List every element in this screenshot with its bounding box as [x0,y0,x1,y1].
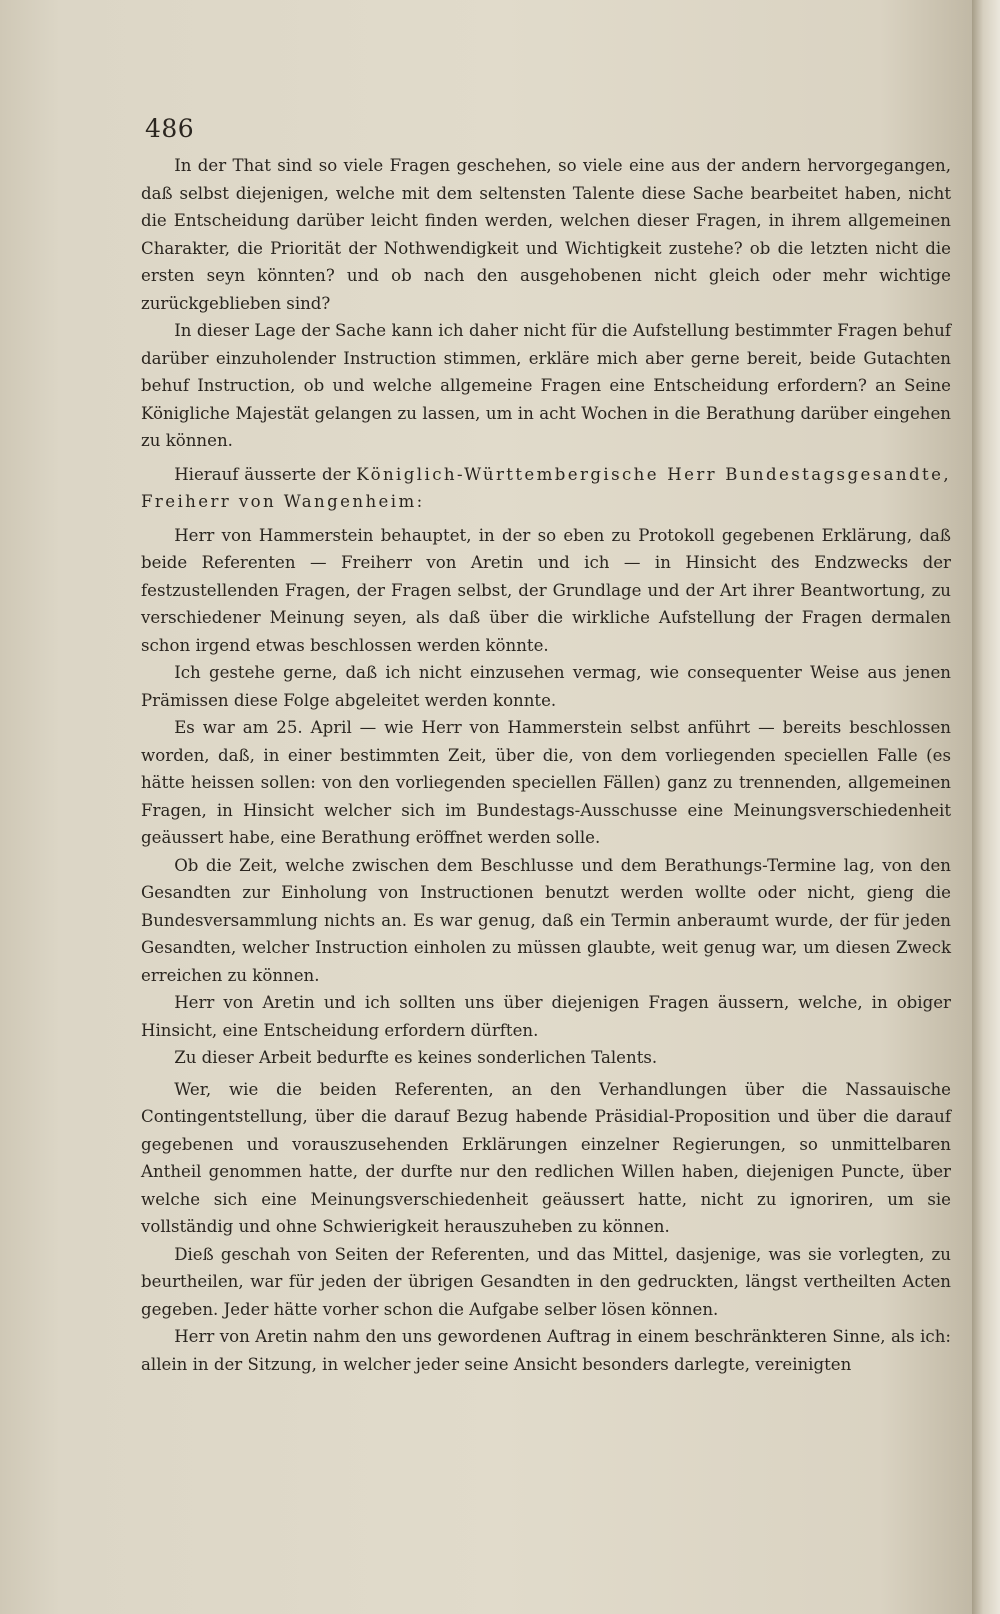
paragraph-1: In der That sind so viele Fragen geschehen, so viele eine aus der andern hervorgegangen, daß selbst diejenigen, welche mit dem seltensten Talente diese Sache bearbeitet haben, nicht die Entscheidung darüber leicht finden werden, welchen dieser Fragen, in ihrem allgemeinen Charakter, die Priorität der Nothwendigkeit und Wichtigkeit zustehe? ob die letzten nicht die ersten seyn könnten? und ob nach den ausgehobenen nicht gleich oder mehr wichtige zurückgeblieben sind? [141,156,951,313]
speaker-heading [141,461,951,516]
paragraph-11: Herr von Aretin nahm den uns gewordenen Auftrag in einem beschränkteren Sinne, als ich: allein in der Sitzung, in welcher jeder seine Ansicht besonders darlegte, vereinigten [141,1327,951,1374]
paragraph-8: Zu dieser Arbeit bedurfte es keines sonderlichen Talents. [174,1048,658,1067]
speaker-heading-name: Königlich-Württembergische Herr Bundestagsgesandte, Freiherr von Wangenheim [141,464,951,511]
paragraph-2: In dieser Lage der Sache kann ich daher nicht für die Aufstellung bestimmter Fragen behuf darüber einzuholender Instruction stimmen, erkläre mich aber gerne bereit, beide Gutachten behuf Instruction, ob und welche allgemeine Fragen eine Entscheidung erfordern? an Seine Königliche Majestät gelangen zu lassen, um in acht Wochen in die Berathung darüber eingehen zu können. [141,321,951,450]
paragraph-5: Es war am 25. April — wie Herr von Hammerstein selbst anführt — bereits beschlossen worden, daß, in einer bestimmten Zeit, über die, von dem vorliegenden speciellen Falle (es hätte heissen sollen: von den vorliegenden speciellen Fällen) ganz zu trennenden, allgemeinen Fragen, in Hinsicht welcher sich im Bundestags-Ausschusse eine Meinungsverschiedenheit geäussert habe, eine Berathung eröffnet werden solle. [141,718,951,847]
speaker-heading-lead: Hierauf äusserte der [174,464,357,484]
page-body [141,152,951,1378]
paragraph-10: Dieß geschah von Seiten der Referenten, und das Mittel, dasjenige, was sie vorlegten, zu beurtheilen, war für jeden der übrigen Gesandten in den gedruckten, längst vertheilten Acten gegeben. Jeder hätte vorher schon die Aufgabe selber lösen können. [141,1244,951,1319]
paragraph-6: Ob die Zeit, welche zwischen dem Beschlusse und dem Berathungs-Termine lag, von den Gesandten zur Einholung von Instructionen benutzt werden wollte oder nicht, gieng die Bundesversammlung nichts an. Es war genug, daß ein Termin anberaumt wurde, der für jeden Gesandten, welcher Instruction einholen zu müssen glaubte, weit genug war, um diesen Zweck erreichen zu können. [141,855,951,985]
paragraph-9: Wer, wie die beiden Referenten, an den Verhandlungen über die Nassauische Contingentstellung, über die darauf Bezug habende Präsidial-Proposition und über die darauf gegebenen und vorauszusehenden Erklärungen einzelner Regierungen, so unmittelbaren Antheil genommen hatte, der durfte nur den redlichen Willen haben, diejenigen Puncte, über welche sich eine Meinungsverschiedenheit geäussert hatte, nicht zu ignoriren, um sie vollständig und ohne Schwierigkeit herauszuheben zu können. [141,1079,951,1236]
page-number: 486 [145,114,195,143]
paragraph-7: Herr von Aretin und ich sollten uns über diejenigen Fragen äussern, welche, in obiger Hinsicht, eine Entscheidung erfordern dürften. [141,993,951,1040]
paragraph-3: Herr von Hammerstein behauptet, in der so eben zu Protokoll gegebenen Erklärung, daß beide Referenten — Freiherr von Aretin und ich — in Hinsicht des Endzwecks der festzustellenden Fragen, der Fragen selbst, der Grundlage und der Art ihrer Beantwortung, zu verschiedener Meinung seyen, als daß über die wirkliche Aufstellung der Fragen dermalen schon irgend etwas beschlossen werden könnte. [141,525,951,655]
speaker-heading-tail: : [416,492,423,511]
paragraph-4: Ich gestehe gerne, daß ich nicht einzusehen vermag, wie consequenter Weise aus jenen Prämissen diese Folge abgeleitet werden konnte. [141,663,951,710]
page-edge [972,0,1000,1614]
